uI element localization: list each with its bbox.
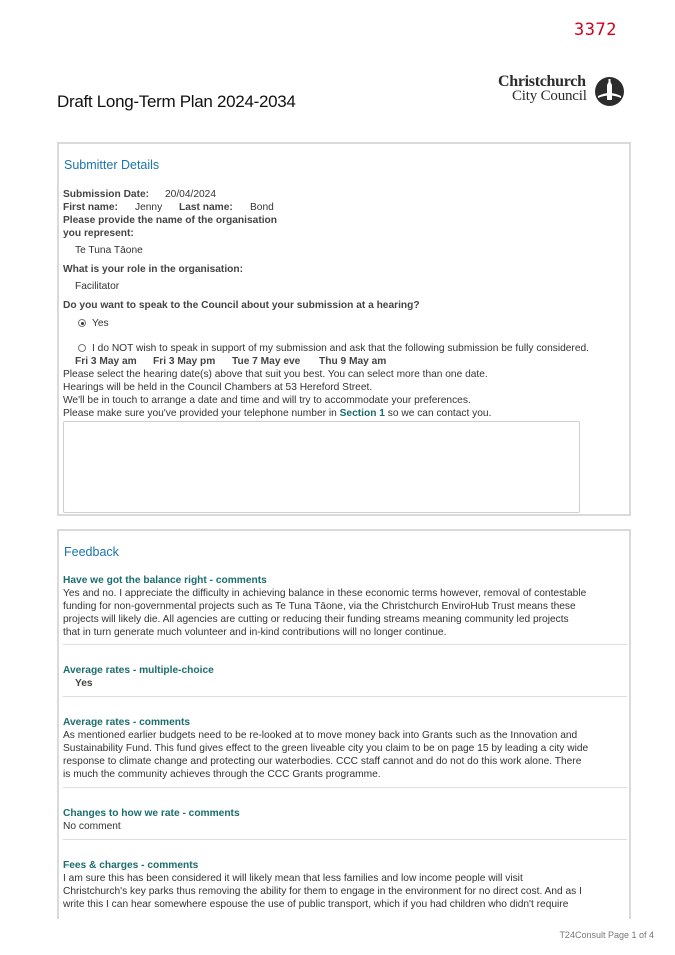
feedback-text-line: Yes and no. I appreciate the difficulty in achieving balance in these economic terms however, removal of contestable <box>63 588 587 599</box>
section-1-link[interactable]: Section 1 <box>339 408 385 419</box>
last-name-value: Bond <box>250 202 274 213</box>
divider <box>63 696 627 697</box>
phone-note <box>63 407 491 420</box>
feedback-item-title: Average rates - comments <box>63 717 191 728</box>
council-logo <box>498 74 628 110</box>
logo-line1: Christchurch <box>498 73 586 90</box>
hearing-no-radio[interactable] <box>78 344 86 352</box>
hearing-yes-radio[interactable] <box>78 319 86 327</box>
feedback-item-title: Average rates - multiple-choice <box>63 665 214 676</box>
org-question-line2: you represent: <box>63 228 134 239</box>
hearing-date-option[interactable]: Tue 7 May eve <box>232 356 301 367</box>
page-footer: T24Consult Page 1 of 4 <box>559 930 654 940</box>
feedback-panel <box>57 529 631 919</box>
divider <box>63 839 627 840</box>
hearing-question: Do you want to speak to the Council about your submission at a hearing? <box>63 300 420 311</box>
feedback-text-line: is much the community achieves through the CCC Grants programme. <box>63 769 381 780</box>
hearing-no-label: I do NOT wish to speak in support of my submission and ask that the following submission be fully considered. <box>92 343 589 354</box>
phone-note-pre: Please make sure you've provided your telephone number in <box>63 408 337 419</box>
cathedral-icon <box>594 76 625 107</box>
feedback-text-line: No comment <box>63 821 121 832</box>
feedback-text-line: Sustainability Fund. This fund gives effect to the green liveable city you claim to be on page 15 by leading a city wide <box>63 743 589 754</box>
feedback-text-line: I am sure this has been considered it will likely mean that less families and low income people will visit <box>63 873 523 884</box>
feedback-text-line: projects will likely die. All agencies are cutting or reducing their funding streams meaning community led projects <box>63 614 569 625</box>
hearing-date-option[interactable]: Fri 3 May pm <box>153 356 216 367</box>
role-question: What is your role in the organisation: <box>63 264 243 275</box>
last-name-label: Last name: <box>179 202 233 213</box>
submission-date-value: 20/04/2024 <box>165 189 216 200</box>
divider <box>63 787 627 788</box>
first-name-label: First name: <box>63 202 118 213</box>
hearing-yes-label: Yes <box>92 318 109 329</box>
feedback-text-line: write this I can hear somewhere espouse the use of public transport, which if you had children who didn't require <box>63 899 569 910</box>
logo-line2: City Council <box>512 88 587 104</box>
role-value: Facilitator <box>75 281 120 292</box>
phone-note-post: so we can contact you. <box>387 408 492 419</box>
hearing-comments-textarea[interactable] <box>63 421 580 513</box>
divider <box>63 644 627 645</box>
feedback-text-line: Christchurch's key parks thus removing the ability for them to engage in the environment for no direct cost. And as I <box>63 886 582 897</box>
instruction-text: Please select the hearing date(s) above that suit you best. You can select more than one date. <box>63 369 488 380</box>
first-name-value: Jenny <box>135 202 163 213</box>
feedback-text-line: that in turn generate much volunteer and in-kind contributions will no longer continue. <box>63 627 447 638</box>
feedback-item-title: Changes to how we rate - comments <box>63 808 240 819</box>
feedback-text-line: As mentioned earlier budgets need to be re-looked at to move money back into Grants such as the Innovation and <box>63 730 578 741</box>
submitter-details-heading: Submitter Details <box>64 158 160 172</box>
feedback-heading: Feedback <box>64 545 119 559</box>
feedback-text-line: funding for non-governmental projects such as Te Tuna Tāone, via the Christchurch EnviroHub Trust means these <box>63 601 576 612</box>
feedback-item-title: Fees & charges - comments <box>63 860 199 871</box>
feedback-item-title: Have we got the balance right - comments <box>63 575 267 586</box>
submission-date-label: Submission Date: <box>63 189 150 200</box>
org-question-line1: Please provide the name of the organisation <box>63 215 277 226</box>
instruction-text: Hearings will be held in the Council Chambers at 53 Hereford Street. <box>63 382 373 393</box>
feedback-text-line: response to climate change and protecting our waterbodies. CCC staff cannot and do not do this work alone. There <box>63 756 582 767</box>
hearing-date-option[interactable]: Fri 3 May am <box>75 356 137 367</box>
hearing-date-option[interactable]: Thu 9 May am <box>319 356 387 367</box>
document-title: Draft Long-Term Plan 2024-2034 <box>57 92 296 111</box>
instruction-text: We'll be in touch to arrange a date and time and will try to accommodate your preferences. <box>63 395 471 406</box>
multiple-choice-answer: Yes <box>75 678 93 689</box>
org-name-value: Te Tuna Tāone <box>75 245 143 256</box>
page-number: 3372 <box>574 20 617 40</box>
submitter-details-panel <box>57 142 631 516</box>
